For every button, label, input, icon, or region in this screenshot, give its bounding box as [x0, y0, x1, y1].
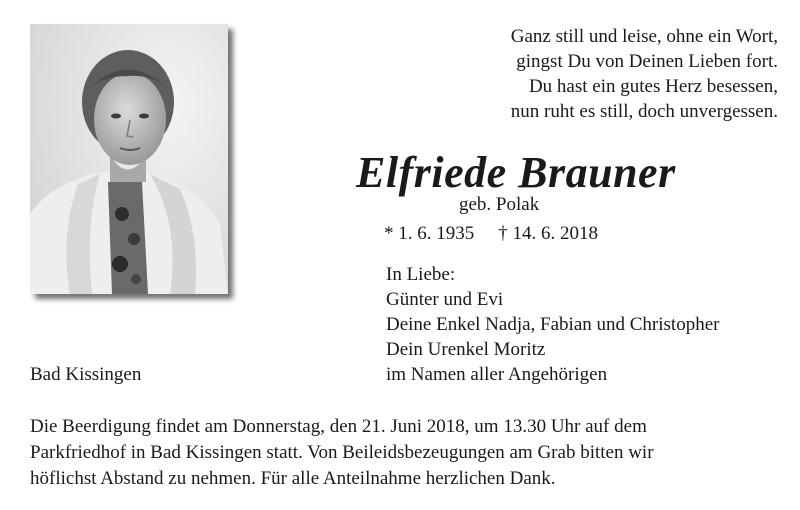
portrait-photo [30, 24, 228, 294]
life-dates [384, 222, 598, 246]
mourners-line: In Liebe: [386, 264, 456, 285]
place-name: Bad Kissingen [30, 364, 142, 385]
mourners-line: Günter und Evi [386, 289, 504, 310]
funeral-line: Die Beerdigung findet am Donnerstag, den 21. Juni 2018, um 13.30 Uhr auf dem [30, 416, 647, 437]
mourners-line: Dein Urenkel Moritz [386, 339, 546, 360]
portrait-image [30, 24, 228, 294]
poem-line: gingst Du von Deinen Lieben fort. [516, 51, 778, 72]
funeral-notice [30, 414, 770, 492]
memorial-poem [378, 24, 778, 124]
poem-line: nun ruht es still, doch unvergessen. [510, 101, 778, 122]
funeral-line: höflichst Abstand zu nehmen. Für alle Anteilnahme herzlichen Dank. [30, 468, 556, 489]
mourners-line: Deine Enkel Nadja, Fabian und Christopher [386, 314, 720, 335]
poem-line: Ganz still und leise, ohne ein Wort, [510, 26, 778, 47]
mourners-line: im Namen aller Angehörigen [386, 364, 608, 385]
poem-line: Du hast ein gutes Herz besessen, [528, 76, 778, 97]
mourners-list [386, 262, 719, 387]
funeral-line: Parkfriedhof in Bad Kissingen statt. Von Beileidsbezeugungen am Grab bitten wir [30, 442, 654, 463]
deceased-name: Elfriede Brauner [356, 148, 676, 197]
maiden-name: geb. Polak [459, 194, 540, 215]
birth-date: * 1. 6. 1935 [384, 223, 475, 244]
death-date: † 14. 6. 2018 [498, 223, 598, 244]
